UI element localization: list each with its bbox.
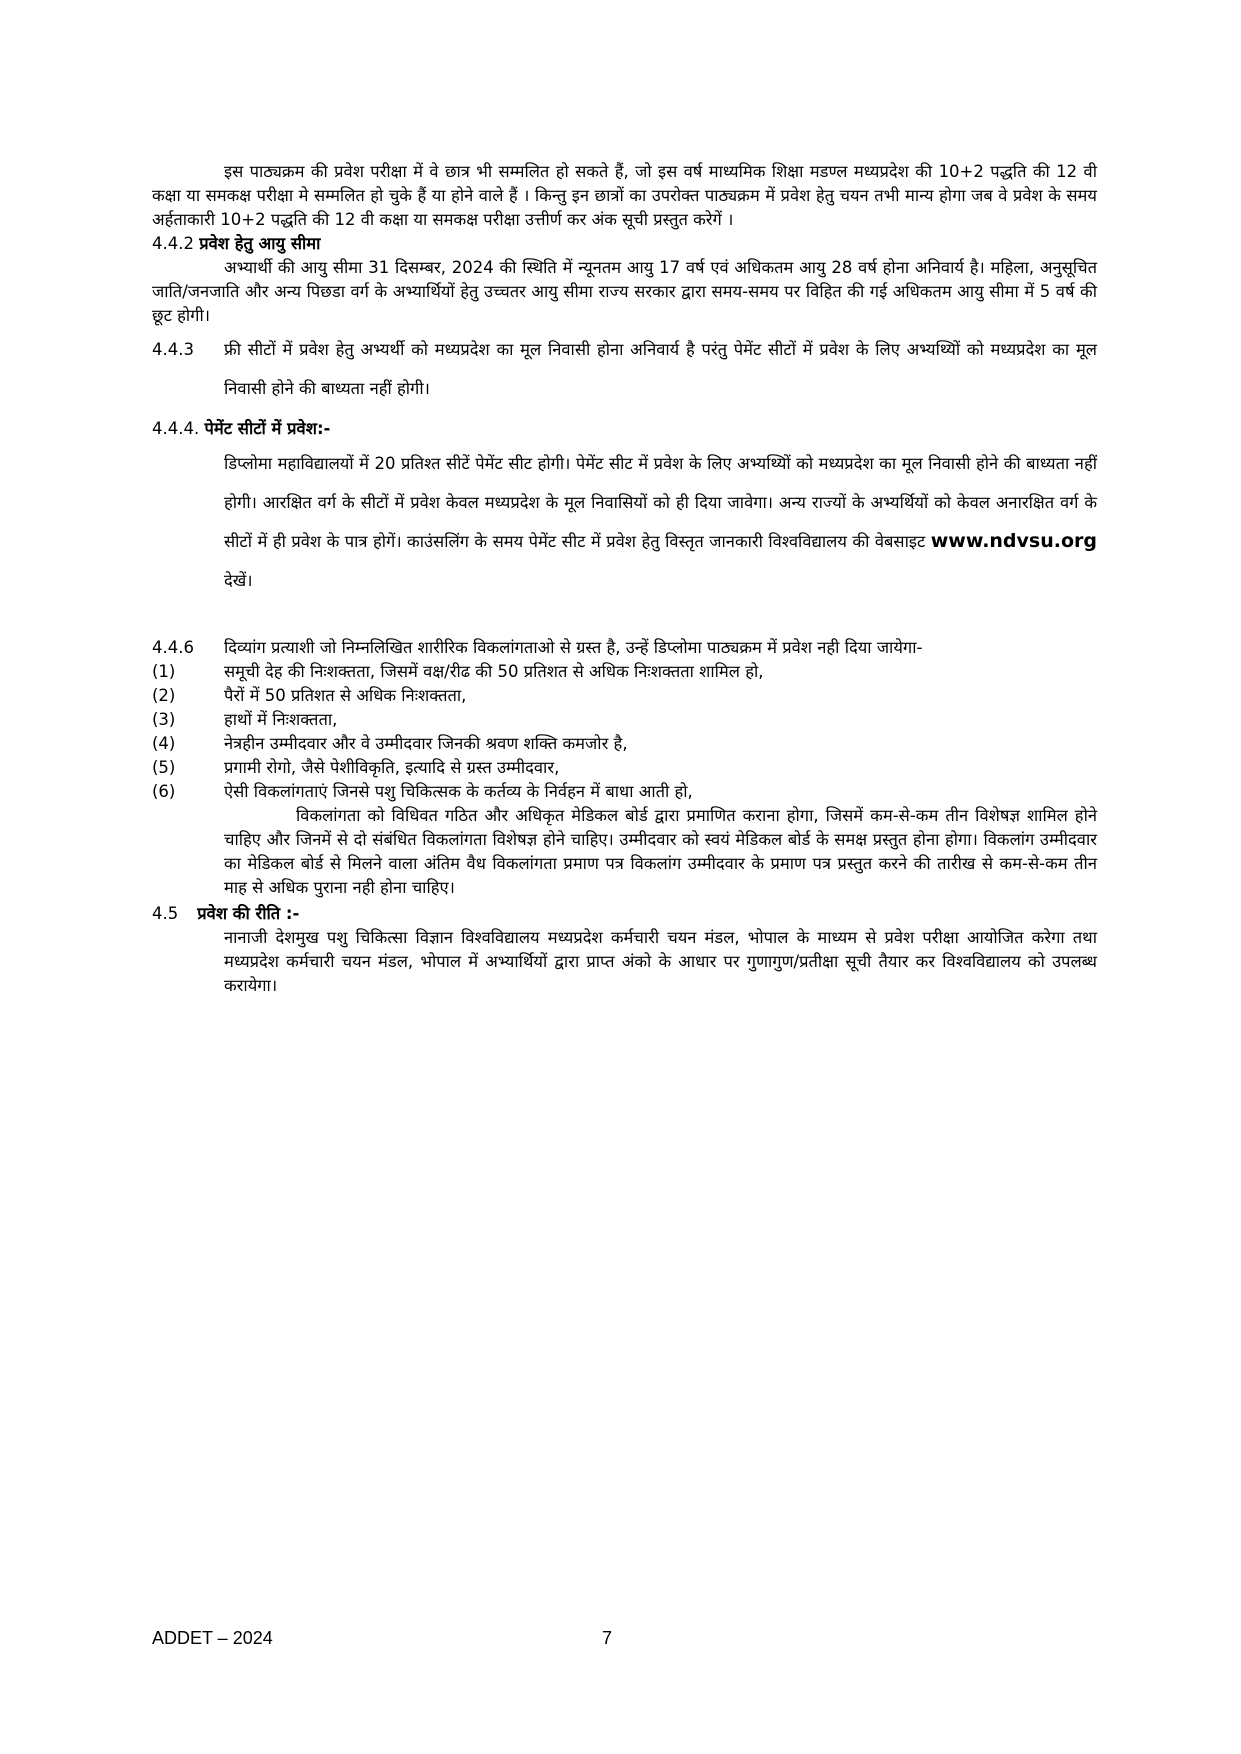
section-4-4-4-body bbox=[152, 444, 1097, 600]
section-4-4-3 bbox=[152, 330, 1097, 408]
item-number: (4) bbox=[152, 734, 176, 753]
list-item bbox=[152, 708, 1097, 732]
document-code: ADDET – 2024 bbox=[152, 1628, 273, 1648]
document-page bbox=[152, 160, 1097, 998]
item-text: नेत्रहीन उम्मीदवार और वे उम्मीदवार जिनकी श्रवण शक्ति कमजोर है, bbox=[224, 734, 628, 753]
section-number: 4.4.4. bbox=[152, 419, 200, 438]
section-4-5-body: नानाजी देशमुख पशु चिकित्सा विज्ञान विश्वविद्यालय मध्यप्रदेश कर्मचारी चयन मंडल, भोपाल के माध्यम से प्रवेश परीक्षा आयोजित करेगा तथा मध्यप्रदेश कर्मचारी चयन मंडल, भोपाल में अभ्यार्थियों द्वारा प्राप्त अंको के आधार पर गुणागुण/प्रतीक्षा सूची तैयार कर विश्वविद्यालय को उपलब्ध करायेगा। bbox=[224, 928, 1097, 995]
item-text: हाथों में निःशक्तता, bbox=[224, 710, 338, 729]
section-title: पेमेंट सीटों में प्रवेश:- bbox=[204, 419, 331, 438]
list-item bbox=[152, 756, 1097, 780]
list-item bbox=[152, 732, 1097, 756]
list-item bbox=[152, 780, 1097, 804]
section-4-4-3-body: फ्री सीटों में प्रवेश हेतु अभ्यर्थी को मध्यप्रदेश का मूल निवासी होना अनिवार्य है परंतु पेमेंट सीटों में प्रवेश के लिए अभ्यथ्यिों को मध्यप्रदेश का मूल निवासी होने की बाध्यता नहीं होगी। bbox=[224, 340, 1097, 398]
list-item bbox=[152, 684, 1097, 708]
section-4-4-4-heading bbox=[152, 414, 1097, 444]
website-link[interactable]: www.ndvsu.org bbox=[930, 530, 1097, 552]
section-4-4-4-tail: देखें। bbox=[224, 571, 253, 590]
section-number: 4.5 bbox=[152, 904, 179, 923]
item-number: (6) bbox=[152, 782, 176, 801]
item-text: पैरों में 50 प्रतिशत से अधिक निःशक्तता, bbox=[224, 686, 467, 705]
item-number: (1) bbox=[152, 662, 176, 681]
page-number: 7 bbox=[602, 1628, 613, 1648]
section-4-5-heading bbox=[152, 902, 1097, 926]
section-4-4-2-body: अभ्यार्थी की आयु सीमा 31 दिसम्बर, 2024 की स्थिति में न्यूनतम आयु 17 वर्ष एवं अधिकतम आयु 28 वर्ष होना अनिवार्य है। महिला, अनुसूचित जाति/जनजाति और अन्य पिछडा वर्ग के अभ्यार्थियों हेतु उच्चतर आयु सीमा राज्य सरकार द्वारा समय-समय पर विहित की गई अधिकतम आयु सीमा में 5 वर्ष की छूट होगी। bbox=[152, 258, 1097, 325]
section-4-4-2-heading bbox=[152, 232, 1097, 256]
section-4-4-6-body: दिव्यांग प्रत्याशी जो निम्नलिखित शारीरिक विकलांगताओ से ग्रस्त है, उन्हें डिप्लोमा पाठ्यक्रम में प्रवेश नही दिया जायेगा- bbox=[224, 638, 923, 657]
item-number: (2) bbox=[152, 686, 176, 705]
section-number: 4.4.2 bbox=[152, 234, 194, 253]
item-text: प्रगामी रोगो, जैसे पेशीविकृति, इत्यादि से ग्रस्त उम्मीदवार, bbox=[224, 758, 560, 777]
section-title: प्रवेश हेतु आयु सीमा bbox=[199, 234, 321, 253]
intro-paragraph: इस पाठ्यक्रम की प्रवेश परीक्षा में वे छात्र भी सम्मलित हो सकते हैं, जो इस वर्ष माध्यमिक शिक्षा मडण्ल मध्यप्रदेश की 10+2 पद्धति की 12 वी कक्षा या समकक्ष परीक्षा मे सम्मलित हो चुके हैं या होने वाले हैं । किन्तु इन छात्रों का उपरोक्त पाठ्यक्रम में प्रवेश हेतु चयन तभी मान्य होगा जब वे प्रवेश के समय अर्हताकारी 10+2 पद्धति की 12 वी कक्षा या समकक्ष परीक्षा उत्तीर्ण कर अंक सूची प्रस्तुत करेगें । bbox=[152, 162, 1097, 229]
item-number: (5) bbox=[152, 758, 176, 777]
item-number: (3) bbox=[152, 710, 176, 729]
section-number: 4.4.6 bbox=[152, 638, 194, 657]
list-item bbox=[152, 660, 1097, 684]
section-number: 4.4.3 bbox=[152, 340, 194, 359]
item-text: ऐसी विकलांगताएं जिनसे पशु चिकित्सक के कर्तव्य के निर्वहन में बाधा आती हो, bbox=[224, 782, 693, 801]
disability-list bbox=[152, 660, 1097, 804]
item-text: समूची देह की निःशक्तता, जिसमें वक्ष/रीढ की 50 प्रतिशत से अधिक निःशक्तता शामिल हो, bbox=[224, 662, 764, 681]
section-4-4-6 bbox=[152, 636, 1097, 660]
section-4-4-6-closing: विकलांगता को विधिवत गठित और अधिकृत मेडिकल बोर्ड द्वारा प्रमाणित कराना होगा, जिसमें कम-से-कम तीन विशेषज्ञ शामिल होने चाहिए और जिनमें से दो संबंधित विकलांगता विशेषज्ञ होने चाहिए। उम्मीदवार को स्वयं मेडिकल बोर्ड के समक्ष प्रस्तुत होना होगा। विकलांग उम्मीदवार का मेडिकल बोर्ड से मिलने वाला अंतिम वैध विकलांगता प्रमाण पत्र विकलांग उम्मीदवार के प्रमाण पत्र प्रस्तुत करने की तारीख से कम-से-कम तीन माह से अधिक पुराना नही होना चाहिए। bbox=[224, 806, 1097, 897]
section-title: प्रवेश की रीति :- bbox=[197, 904, 300, 923]
section-4-4-4-text: डिप्लोमा महाविद्यालयों में 20 प्रतिश्त सीटें पेमेंट सीट होगी। पेमेंट सीट में प्रवेश के लिए अभ्यथ्यिों को मध्यप्रदेश का मूल निवासी होने की बाध्यता नहीं होगी। आरक्षित वर्ग के सीटों में प्रवेश केवल मध्यप्रदेश के मूल निवासियों को ही दिया जावेगा। अन्य राज्यों के अभ्यर्थियों को केवल अनारक्षित वर्ग के सीटों में ही प्रवेश के पात्र होगें। काउंसलिंग के समय पेमेंट सीट में प्रवेश हेतु विस्तृत जानकारी विश्वविद्यालय की वेबसाइट bbox=[224, 454, 1097, 551]
